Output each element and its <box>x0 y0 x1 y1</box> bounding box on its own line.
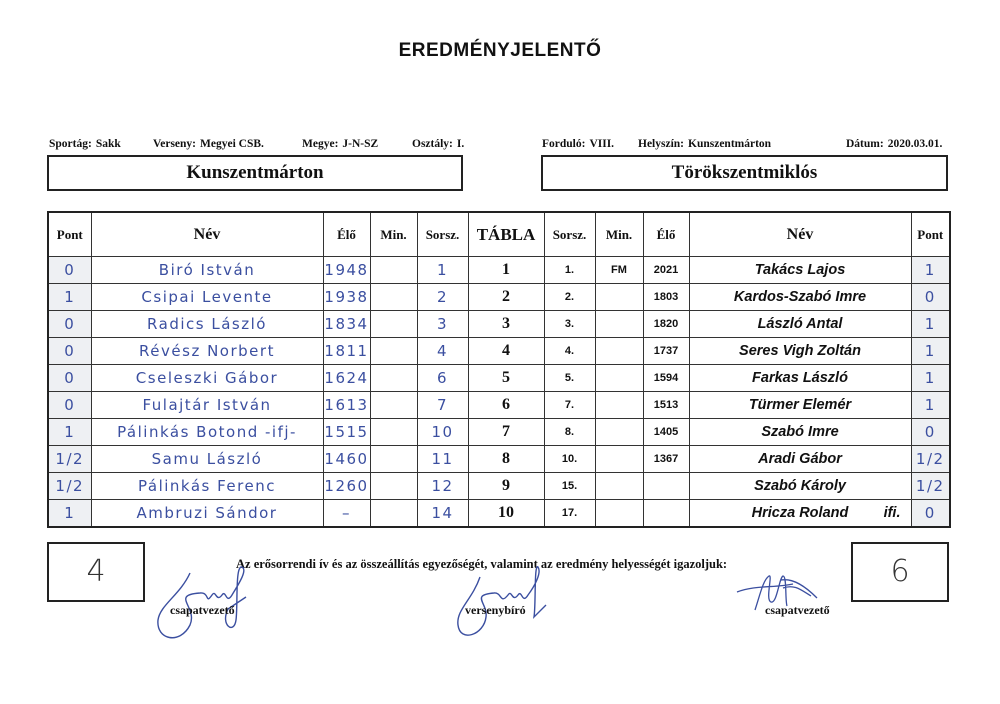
board-number-cell: 8 <box>468 446 544 473</box>
table-row <box>48 365 950 392</box>
home-sorsz-cell: 3 <box>417 311 468 338</box>
away-pont-cell: 1/2 <box>911 473 950 500</box>
meta-division: Osztály: I. <box>412 138 465 150</box>
away-pont-cell: 1/2 <box>911 446 950 473</box>
away-player-name <box>689 446 911 473</box>
home-captain-label: csapatvezető <box>170 603 235 617</box>
away-elo-cell: 1820 <box>643 311 689 338</box>
home-total-box: 4 <box>47 542 145 602</box>
away-player-name-text: Kardos-Szabó Imre <box>733 289 867 305</box>
home-sorsz-cell: 7 <box>417 392 468 419</box>
home-min-cell <box>370 500 417 528</box>
home-elo-cell: 1834 <box>323 311 370 338</box>
board-number-cell: 3 <box>468 311 544 338</box>
home-min-cell <box>370 419 417 446</box>
home-pont-cell: 0 <box>48 365 91 392</box>
away-sorsz-cell: 2. <box>544 284 595 311</box>
meta-venue: Helyszín: Kunszentmárton <box>638 138 772 150</box>
table-row <box>48 419 950 446</box>
away-sorsz-cell: 15. <box>544 473 595 500</box>
home-player-name: Pálinkás Botond -ifj- <box>91 419 323 446</box>
header-away-min: Min. <box>595 212 643 257</box>
away-player-name-text: Szabó Károly <box>754 478 846 494</box>
home-min-cell <box>370 446 417 473</box>
away-elo-cell <box>643 473 689 500</box>
away-sorsz-cell: 7. <box>544 392 595 419</box>
home-sorsz-cell: 14 <box>417 500 468 528</box>
away-min-cell <box>595 338 643 365</box>
header-away-pont: Pont <box>911 212 950 257</box>
away-sorsz-cell: 8. <box>544 419 595 446</box>
away-player-name <box>689 338 911 365</box>
header-home-elo: Élő <box>323 212 370 257</box>
away-min-cell <box>595 284 643 311</box>
away-min-cell: FM <box>595 257 643 284</box>
away-player-name <box>689 311 911 338</box>
board-number-cell: 10 <box>468 500 544 528</box>
header-home-sorsz: Sorsz. <box>417 212 468 257</box>
away-min-cell <box>595 365 643 392</box>
board-number-cell: 5 <box>468 365 544 392</box>
away-pont-cell: 1 <box>911 257 950 284</box>
certification-statement: Az erősorrendi ív és az összeállítás egyezőségét, valamint az eredmény helyességét igazoljuk: <box>236 557 728 571</box>
header-home-pont: Pont <box>48 212 91 257</box>
home-player-name: Samu László <box>91 446 323 473</box>
away-sorsz-cell: 17. <box>544 500 595 528</box>
away-captain-signature <box>735 570 825 630</box>
away-player-name <box>689 392 911 419</box>
home-sorsz-cell: 6 <box>417 365 468 392</box>
home-player-name: Ambruzi Sándor <box>91 500 323 528</box>
home-elo-cell: 1624 <box>323 365 370 392</box>
home-min-cell <box>370 257 417 284</box>
home-team-box: Kunszentmárton <box>47 155 463 191</box>
away-elo-cell: 1513 <box>643 392 689 419</box>
away-player-name <box>689 500 911 528</box>
home-player-name: Pálinkás Ferenc <box>91 473 323 500</box>
home-elo-cell: 1948 <box>323 257 370 284</box>
away-pont-cell: 0 <box>911 419 950 446</box>
away-min-cell <box>595 446 643 473</box>
away-sorsz-cell: 4. <box>544 338 595 365</box>
away-total-box: 6 <box>851 542 949 602</box>
away-min-cell <box>595 419 643 446</box>
home-player-name: Biró István <box>91 257 323 284</box>
away-elo-cell: 1594 <box>643 365 689 392</box>
away-player-name-text: Aradi Gábor <box>758 451 842 467</box>
home-sorsz-cell: 10 <box>417 419 468 446</box>
home-player-name: Radics László <box>91 311 323 338</box>
home-player-name: Csipai Levente <box>91 284 323 311</box>
away-elo-cell: 1803 <box>643 284 689 311</box>
away-player-name-text: László Antal <box>757 316 843 332</box>
results-table <box>47 211 951 528</box>
away-pont-cell: 1 <box>911 365 950 392</box>
home-pont-cell: 1 <box>48 500 91 528</box>
away-player-name-text: Hricza Roland <box>751 505 849 521</box>
youth-note: ifi. <box>883 505 901 521</box>
home-sorsz-cell: 11 <box>417 446 468 473</box>
meta-date: Dátum: 2020.03.01. <box>846 138 943 150</box>
home-min-cell <box>370 311 417 338</box>
home-player-name: Fulajtár István <box>91 392 323 419</box>
home-elo-cell: 1613 <box>323 392 370 419</box>
table-row <box>48 311 950 338</box>
away-elo-cell: 1737 <box>643 338 689 365</box>
home-min-cell <box>370 338 417 365</box>
away-player-name <box>689 419 911 446</box>
away-pont-cell: 1 <box>911 311 950 338</box>
home-sorsz-cell: 2 <box>417 284 468 311</box>
home-sorsz-cell: 1 <box>417 257 468 284</box>
home-elo-cell: 1460 <box>323 446 370 473</box>
away-elo-cell: 1367 <box>643 446 689 473</box>
home-elo-cell: – <box>323 500 370 528</box>
board-number-cell: 4 <box>468 338 544 365</box>
meta-round: Forduló: VIII. <box>542 138 615 150</box>
home-elo-cell: 1260 <box>323 473 370 500</box>
header-away-sorsz: Sorsz. <box>544 212 595 257</box>
away-player-name <box>689 473 911 500</box>
away-captain-label: csapatvezető <box>765 603 830 617</box>
away-elo-cell: 2021 <box>643 257 689 284</box>
away-pont-cell: 0 <box>911 284 950 311</box>
away-min-cell <box>595 473 643 500</box>
table-row <box>48 284 950 311</box>
home-pont-cell: 0 <box>48 338 91 365</box>
home-elo-cell: 1811 <box>323 338 370 365</box>
board-number-cell: 6 <box>468 392 544 419</box>
header-home-nev: Név <box>91 212 323 257</box>
away-min-cell <box>595 392 643 419</box>
board-number-cell: 1 <box>468 257 544 284</box>
home-sorsz-cell: 12 <box>417 473 468 500</box>
header-away-elo: Élő <box>643 212 689 257</box>
away-player-name-text: Türmer Elemér <box>748 397 852 413</box>
home-pont-cell: 0 <box>48 257 91 284</box>
home-min-cell <box>370 392 417 419</box>
away-team-box: Törökszentmiklós <box>541 155 948 191</box>
away-pont-cell: 0 <box>911 500 950 528</box>
away-sorsz-cell: 3. <box>544 311 595 338</box>
home-min-cell <box>370 473 417 500</box>
home-min-cell <box>370 365 417 392</box>
away-sorsz-cell: 10. <box>544 446 595 473</box>
home-min-cell <box>370 284 417 311</box>
board-number-cell: 2 <box>468 284 544 311</box>
table-row <box>48 257 950 284</box>
away-sorsz-cell: 1. <box>544 257 595 284</box>
home-pont-cell: 1 <box>48 284 91 311</box>
home-pont-cell: 1/2 <box>48 446 91 473</box>
home-player-name: Cseleszki Gábor <box>91 365 323 392</box>
table-row <box>48 446 950 473</box>
meta-competition: Verseny: Megyei CSB. <box>153 138 264 150</box>
home-pont-cell: 1/2 <box>48 473 91 500</box>
away-elo-cell: 1405 <box>643 419 689 446</box>
board-number-cell: 9 <box>468 473 544 500</box>
away-player-name-text: Szabó Imre <box>761 424 839 440</box>
table-row <box>48 500 950 528</box>
away-player-name <box>689 365 911 392</box>
home-player-name: Révész Norbert <box>91 338 323 365</box>
table-row <box>48 338 950 365</box>
header-away-nev: Név <box>689 212 911 257</box>
away-player-name-text: Farkas László <box>752 370 848 386</box>
away-elo-cell <box>643 500 689 528</box>
away-pont-cell: 1 <box>911 392 950 419</box>
table-header-row <box>48 212 950 257</box>
home-sorsz-cell: 4 <box>417 338 468 365</box>
header-home-min: Min. <box>370 212 417 257</box>
away-player-name-text: Seres Vigh Zoltán <box>739 343 861 359</box>
document-title: EREDMÉNYJELENTŐ <box>398 40 602 61</box>
meta-county: Megye: J-N-SZ <box>302 138 379 150</box>
home-pont-cell: 0 <box>48 311 91 338</box>
home-pont-cell: 1 <box>48 419 91 446</box>
table-row <box>48 392 950 419</box>
home-elo-cell: 1515 <box>323 419 370 446</box>
away-player-name <box>689 284 911 311</box>
meta-sport: Sportág: Sakk <box>49 138 121 150</box>
away-player-name <box>689 257 911 284</box>
table-row <box>48 473 950 500</box>
referee-label: versenybíró <box>465 603 526 617</box>
away-sorsz-cell: 5. <box>544 365 595 392</box>
home-pont-cell: 0 <box>48 392 91 419</box>
home-elo-cell: 1938 <box>323 284 370 311</box>
away-player-name-text: Takács Lajos <box>754 262 846 278</box>
away-min-cell <box>595 311 643 338</box>
away-min-cell <box>595 500 643 528</box>
board-number-cell: 7 <box>468 419 544 446</box>
away-pont-cell: 1 <box>911 338 950 365</box>
header-tabla: TÁBLA <box>468 212 544 257</box>
